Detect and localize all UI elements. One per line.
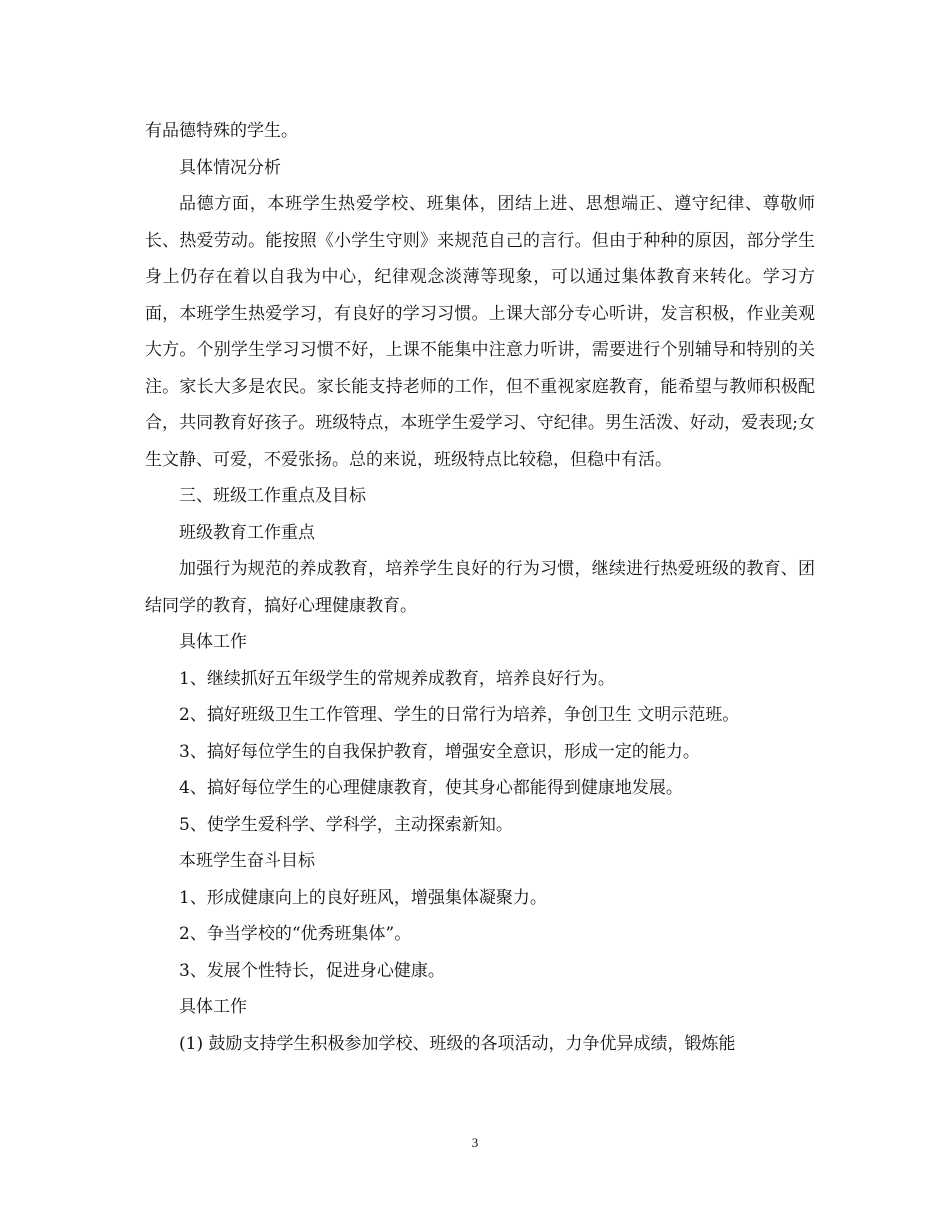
paragraph-15: 2、争当学校的“优秀班集体”。	[179, 924, 412, 944]
paragraph-8: 1、继续抓好五年级学生的常规养成教育，培养良好行为。	[179, 668, 615, 689]
paragraph-7: 具体工作	[179, 632, 247, 652]
paragraph-1: 有品德特殊的学生。	[145, 121, 298, 141]
page-number: 3	[471, 1135, 479, 1150]
paragraph-18: (1) 鼓励支持学生积极参加学校、班级的各项活动，力争优异成绩，锻炼能	[179, 1033, 736, 1054]
paragraph-5: 班级教育工作重点	[179, 522, 315, 543]
paragraph-13: 本班学生奋斗目标	[179, 851, 315, 871]
paragraph-9: 2、搞好班级卫生工作管理、学生的日常行为培养，争创卫生 文明示范班。	[179, 705, 740, 725]
paragraph-14: 1、形成健康向上的良好班风，增强集体凝聚力。	[179, 887, 547, 908]
paragraph-6: 加强行为规范的养成教育，培养学生良好的行为习惯，继续进行热爱班级的教育、团结同学的教育，搞好心理健康教育。	[145, 559, 815, 616]
paragraph-12: 5、使学生爱科学、学科学，主动探索新知。	[179, 814, 513, 835]
paragraph-11: 4、搞好每位学生的心理健康教育，使其身心都能得到健康地发展。	[179, 778, 683, 798]
paragraph-4: 三、班级工作重点及目标	[179, 486, 366, 506]
paragraph-16: 3、发展个性特长，促进身心健康。	[179, 960, 445, 981]
paragraph-3: 品德方面，本班学生热爱学校、班集体，团结上进、思想端正、遵守纪律、尊敬师长、热爱劳动。能按照《小学生守则》来规范自己的言行。但由于种种的原因，部分学生身上仍存在着以自我为中心，纪律观念淡薄等现象，可以通过集体教育来转化。学习方面，本班学生热爱学习，有良好的学习习惯。上课大部分专心听讲，发言积极，作业美观大方。个别学生学习习惯不好，上课不能集中注意力听讲，需要进行个别辅导和特别的关注。家长大多是农民。家长能支持老师的工作，但不重视家庭教育，能希望与教师积极配合，共同教育好孩子。班级特点，本班学生爱学习、守纪律。男生活泼、好动，爱表现;女生文静、可爱，不爱张扬。总的来说，班级特点比较稳，但稳中有活。	[145, 194, 815, 470]
paragraph-17: 具体工作	[179, 997, 247, 1017]
paragraph-10: 3、搞好每位学生的自我保护教育，增强安全意识，形成一定的能力。	[179, 741, 700, 762]
paragraph-2: 具体情况分析	[179, 157, 281, 178]
page-body	[145, 113, 815, 1062]
